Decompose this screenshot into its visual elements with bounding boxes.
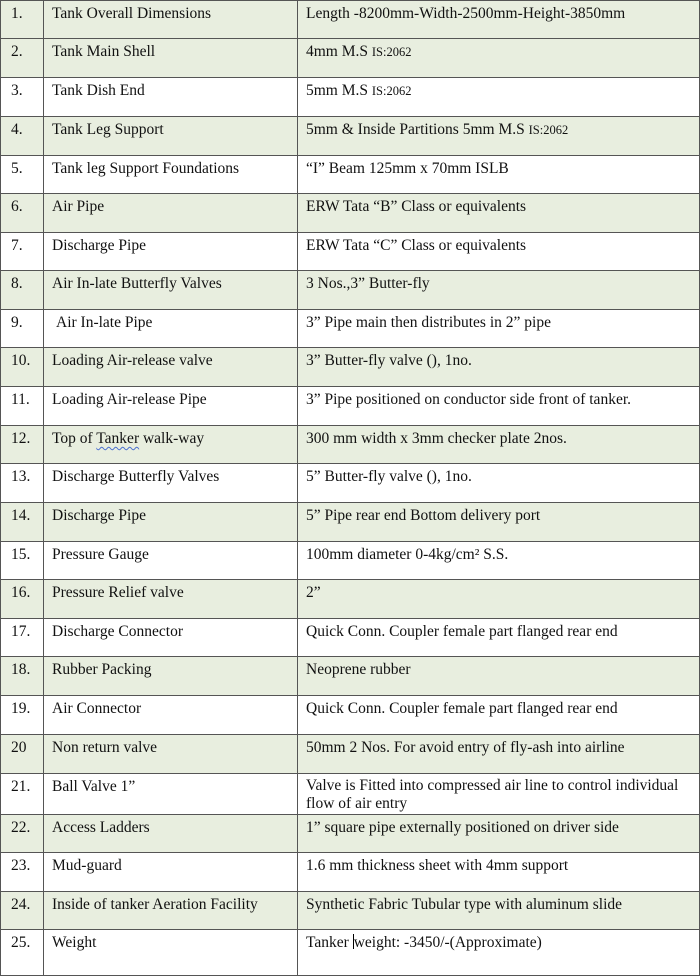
table-row (1, 310, 700, 348)
item-specification: ERW Tata “B” Class or equivalents (298, 194, 700, 233)
row-number: 11. (1, 387, 44, 426)
item-specification: Neoprene rubber (298, 657, 700, 696)
item-specification: 3” Butter-fly valve (), 1no. (298, 348, 700, 387)
item-specification: Length -8200mm-Width-2500mm-Height-3850mm (298, 1, 700, 39)
item-specification: 50mm 2 Nos. For avoid entry of fly-ash into airline (298, 735, 700, 774)
table-row (1, 194, 700, 233)
table-row (1, 78, 700, 117)
row-number: 24. (1, 892, 44, 930)
item-name (44, 426, 298, 464)
item-specification: 3 Nos.,3” Butter-fly (298, 271, 700, 310)
item-name: Pressure Gauge (44, 542, 298, 580)
item-name-start: Top of (52, 430, 93, 447)
item-specification: ERW Tata “C” Class or equivalents (298, 233, 700, 271)
item-name: Tank leg Support Foundations (44, 156, 298, 194)
item-name: Tank Dish End (44, 78, 298, 117)
table-row (1, 696, 700, 735)
item-specification (298, 930, 700, 976)
table-row (1, 387, 700, 426)
row-number: 6. (1, 194, 44, 233)
item-name: Non return valve (44, 735, 298, 774)
row-number: 1. (1, 1, 44, 39)
item-name: Discharge Butterfly Valves (44, 464, 298, 503)
row-number: 12. (1, 426, 44, 464)
table-row (1, 853, 700, 892)
item-specification: “I” Beam 125mm x 70mm ISLB (298, 156, 700, 194)
item-specification (298, 39, 700, 78)
row-number: 17. (1, 619, 44, 657)
material-standard: IS:2062 (371, 45, 412, 59)
item-name: Loading Air-release valve (44, 348, 298, 387)
row-number: 18. (1, 657, 44, 696)
item-specification: 3” Pipe main then distributes in 2” pipe (298, 310, 700, 348)
table-row (1, 657, 700, 696)
item-name: Inside of tanker Aeration Facility (44, 892, 298, 930)
row-number: 25. (1, 930, 44, 976)
item-name: Access Ladders (44, 815, 298, 853)
item-name: Air Connector (44, 696, 298, 735)
item-name: Tank Overall Dimensions (44, 1, 298, 39)
specification-text: 5mm & Inside Partitions 5mm M.S (306, 121, 525, 138)
table-row (1, 619, 700, 657)
row-number: 4. (1, 117, 44, 156)
item-specification: 100mm diameter 0-4kg/cm² S.S. (298, 542, 700, 580)
row-number: 22. (1, 815, 44, 853)
item-specification: 1” square pipe externally positioned on driver side (298, 815, 700, 853)
table-row (1, 39, 700, 78)
specification-text-end: weight: -3450/-(Approximate) (353, 934, 542, 951)
item-specification: 300 mm width x 3mm checker plate 2nos. (298, 426, 700, 464)
item-name: Tank Leg Support (44, 117, 298, 156)
item-specification: 1.6 mm thickness sheet with 4mm support (298, 853, 700, 892)
row-number: 8. (1, 271, 44, 310)
table-row (1, 233, 700, 271)
row-number: 9. (1, 310, 44, 348)
table-row (1, 774, 700, 815)
row-number: 3. (1, 78, 44, 117)
item-name: Air Pipe (44, 194, 298, 233)
item-name: Weight (44, 930, 298, 976)
row-number: 20 (1, 735, 44, 774)
item-specification: Synthetic Fabric Tubular type with aluminum slide (298, 892, 700, 930)
table-row (1, 426, 700, 464)
specification-text-start: Tanker (306, 934, 349, 951)
item-specification (298, 78, 700, 117)
spellcheck-underlined-word: Tanker (96, 430, 140, 447)
table-row (1, 348, 700, 387)
item-name: Air In-late Pipe (44, 310, 298, 348)
row-number: 10. (1, 348, 44, 387)
table-row (1, 503, 700, 542)
item-name: Tank Main Shell (44, 39, 298, 78)
table-row (1, 815, 700, 853)
item-name-end: walk-way (142, 430, 205, 447)
row-number: 16. (1, 580, 44, 619)
row-number: 5. (1, 156, 44, 194)
item-name: Ball Valve 1” (44, 774, 298, 815)
item-specification: 3” Pipe positioned on conductor side front of tanker. (298, 387, 700, 426)
item-name: Rubber Packing (44, 657, 298, 696)
table-row (1, 892, 700, 930)
item-name: Mud-guard (44, 853, 298, 892)
row-number: 15. (1, 542, 44, 580)
material-standard: IS:2062 (528, 123, 569, 137)
row-number: 7. (1, 233, 44, 271)
table-row (1, 271, 700, 310)
item-name: Air In-late Butterfly Valves (44, 271, 298, 310)
item-name: Loading Air-release Pipe (44, 387, 298, 426)
item-name: Discharge Connector (44, 619, 298, 657)
table-row (1, 580, 700, 619)
material-standard: IS:2062 (371, 84, 412, 98)
specification-text: 5mm M.S (306, 82, 369, 99)
table-row (1, 542, 700, 580)
item-specification (298, 117, 700, 156)
table-row (1, 156, 700, 194)
specification-text: 4mm M.S (306, 43, 369, 60)
item-specification: 5” Pipe rear end Bottom delivery port (298, 503, 700, 542)
row-number: 14. (1, 503, 44, 542)
item-specification: Valve is Fitted into compressed air line to control individual flow of air entry (298, 774, 700, 815)
row-number: 21. (1, 774, 44, 815)
item-name: Discharge Pipe (44, 233, 298, 271)
table-row (1, 117, 700, 156)
item-specification: 5” Butter-fly valve (), 1no. (298, 464, 700, 503)
row-number: 2. (1, 39, 44, 78)
item-name: Discharge Pipe (44, 503, 298, 542)
item-specification: 2” (298, 580, 700, 619)
table-row (1, 930, 700, 976)
row-number: 19. (1, 696, 44, 735)
item-specification: Quick Conn. Coupler female part flanged rear end (298, 619, 700, 657)
table-row (1, 735, 700, 774)
item-name: Pressure Relief valve (44, 580, 298, 619)
table-row (1, 464, 700, 503)
row-number: 23. (1, 853, 44, 892)
table-row (1, 1, 700, 39)
row-number: 13. (1, 464, 44, 503)
item-specification: Quick Conn. Coupler female part flanged rear end (298, 696, 700, 735)
